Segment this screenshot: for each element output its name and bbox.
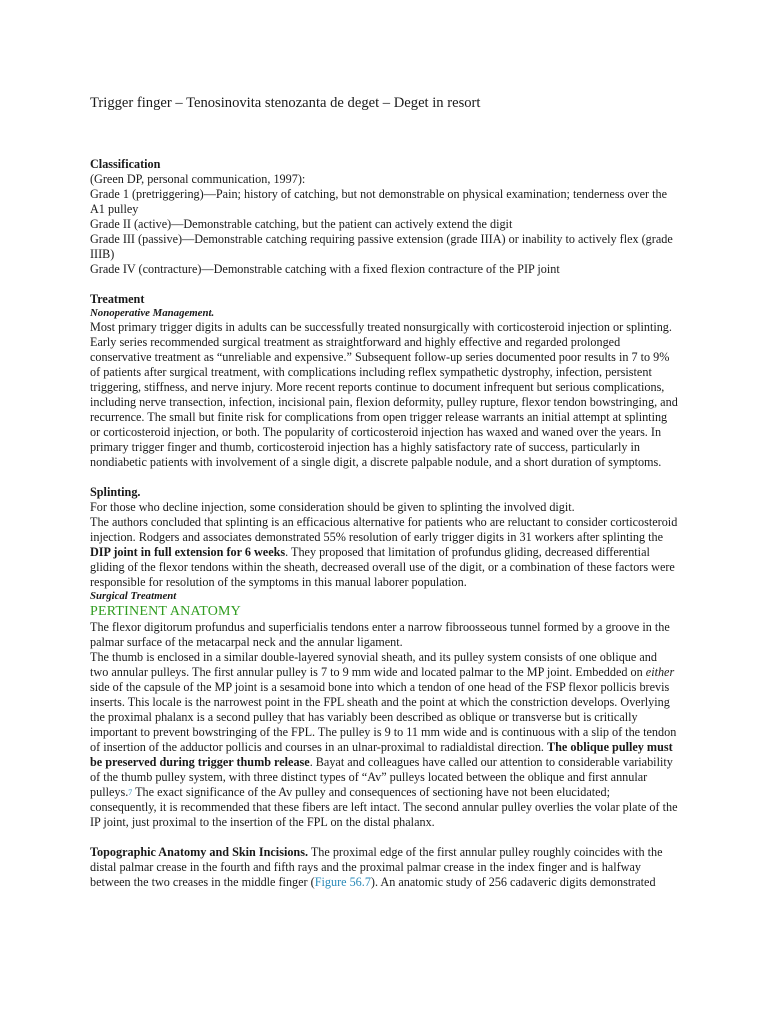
topographic-heading: Topographic Anatomy and Skin Incisions. — [90, 845, 308, 859]
splinting-section — [90, 485, 678, 603]
anatomy-section — [90, 603, 678, 830]
classification-line: (Green DP, personal communication, 1997): — [90, 172, 306, 186]
topographic-paragraph — [90, 845, 678, 890]
treatment-heading: Treatment — [90, 292, 145, 306]
splinting-text: . They proposed that limitation of profundus gliding, decreased differential gliding of the flexor tendons within the sheath, decreased overall use of the digit, or a combination of these factors were responsible for resolution of the symptoms in this manual laborer population. — [90, 545, 675, 589]
nonoperative-subheading: Nonoperative Management. — [90, 307, 215, 319]
treatment-section — [90, 292, 678, 470]
anatomy-text: . Bayat and colleagues have called our attention to considerable variability of the thumb pulley system, with three distinct types of “Av” pulleys located between the oblique and first annular pulleys. — [90, 755, 673, 799]
classification-heading: Classification — [90, 157, 161, 171]
figure-link[interactable]: Figure 56.7 — [314, 875, 371, 889]
anatomy-italic-text: either — [645, 665, 675, 679]
anatomy-text: The exact significance of the Av pulley and consequences of sectioning have not been elucidated; consequently, it is recommended that these fibers are left intact. The second annular pulley overlies the volar plate of the IP joint, just proximal to the insertion of the FPL on the distal phalanx. — [90, 785, 678, 829]
splinting-line: For those who decline injection, some consideration should be given to splinting the involved digit. — [90, 500, 575, 514]
surgical-treatment-subheading: Surgical Treatment — [90, 590, 177, 602]
classification-line: Grade III (passive)—Demonstrable catching requiring passive extension (grade IIIA) or inability to actively flex (grade IIIB) — [90, 232, 673, 261]
anatomy-paragraph — [90, 650, 678, 830]
topographic-text: ). An anatomic study of 256 cadaveric digits demonstrated — [370, 875, 656, 889]
reference-link[interactable]: 7 — [128, 788, 133, 797]
anatomy-text: side of the capsule of the MP joint is a sesamoid bone into which a tendon of one head of the FSP flexor pollicis brevis inserts. This locale is the narrowest point in the FPL sheath and the point at which the constriction develops. Overlying the proximal phalanx is a second pulley that has variably been described as oblique or transverse but is critically important to prevent bowstringing of the FPL. The pulley is 9 to 11 mm wide and is continuous with a slip of the tendon of insertion of the adductor pollicis and courses in an ulnar-proximal to radialdistal direction. — [90, 680, 677, 754]
splinting-paragraph — [90, 515, 678, 590]
anatomy-paragraph: The flexor digitorum profundus and superficialis tendons enter a narrow fibroosseous tunnel formed by a groove in the palmar surface of the metacarpal neck and the annular ligament. — [90, 620, 670, 649]
anatomy-bold-text: The oblique pulley must be preserved during trigger thumb release — [90, 740, 673, 769]
treatment-paragraph: Most primary trigger digits in adults can be successfully treated nonsurgically with corticosteroid injection or splinting. Early series recommended surgical treatment as straightforward and highly effective and regarded prolonged conservative treatment as “unreliable and expensive.” Subsequent follow-up series documented poor results in 7 to 9% of patients after surgical treatment, with complications including reflex sympathetic dystrophy, infection, persistent triggering, stiffness, and nerve injury. More recent reports continue to document infrequent but serious complications, including nerve transection, infection, incisional pain, flexion deformity, pulley rupture, flexor tendon bowstringing, and recurrence. The small but finite risk for complications from open trigger release warrants an initial attempt at splinting or corticosteroid injection, or both. The popularity of corticosteroid injection has waxed and waned over the years. In primary trigger finger and thumb, corticosteroid injection has a highly satisfactory rate of success, particularly in nondiabetic patients with involvement of a single digit, a discrete palpable nodule, and a short duration of symptoms. — [90, 320, 678, 469]
topographic-section — [90, 845, 678, 890]
topographic-text: The proximal edge of the first annular pulley roughly coincides with the distal palmar crease in the fourth and fifth rays and the proximal palmar crease in the index finger and is halfway between the two creases in the middle finger ( — [90, 845, 663, 889]
classification-line: Grade IV (contracture)—Demonstrable catching with a fixed flexion contracture of the PIP joint — [90, 262, 560, 276]
classification-line: Grade 1 (pretriggering)—Pain; history of catching, but not demonstrable on physical examination; tenderness over the A1 pulley — [90, 187, 668, 216]
anatomy-text: The thumb is enclosed in a similar double-layered synovial sheath, and its pulley system consists of one oblique and two annular pulleys. The first annular pulley is 7 to 9 mm wide and located palmar to the MP joint. Embedded on — [90, 650, 657, 679]
classification-section — [90, 157, 678, 277]
splinting-bold-text: DIP joint in full extension for 6 weeks — [90, 545, 286, 559]
splinting-heading: Splinting. — [90, 485, 141, 499]
pertinent-anatomy-heading: PERTINENT ANATOMY — [90, 604, 241, 619]
splinting-text: The authors concluded that splinting is an efficacious alternative for patients who are reluctant to consider corticosteroid injection. Rodgers and associates demonstrated 55% resolution of early trigger digits in 31 workers after splinting the — [90, 515, 678, 544]
document-title: Trigger finger – Tenosinovita stenozanta de deget – Deget in resort — [90, 95, 481, 111]
classification-line: Grade II (active)—Demonstrable catching, but the patient can actively extend the digit — [90, 217, 513, 231]
